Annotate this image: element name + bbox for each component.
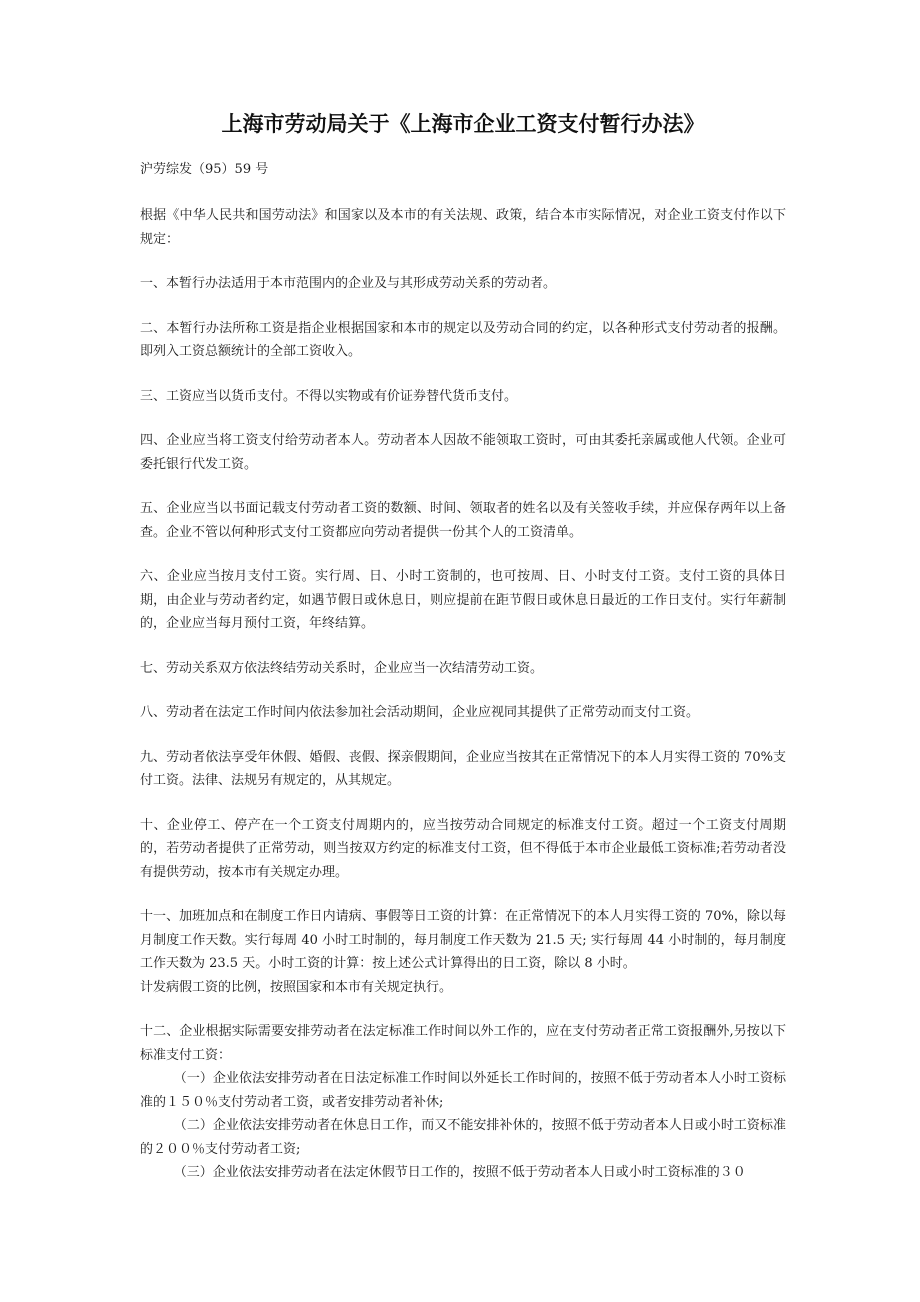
document-title: 上海市劳动局关于《上海市企业工资支付暂行办法》 bbox=[221, 112, 705, 136]
document-number: 沪劳综发（95）59 号 bbox=[140, 162, 269, 177]
article-1: 一、本暂行办法适用于本市范围内的企业及与其形成劳动关系的劳动者。 bbox=[140, 276, 557, 291]
article-7: 七、劳动关系双方依法终结劳动关系时，企业应当一次结清劳动工资。 bbox=[140, 660, 544, 676]
article-9: 九、劳动者依法享受年休假、婚假、丧假、探亲假期间，企业应当按其在正常情况下的本人月实得工资的 70%支付工资。法律、法规另有规定的，从其规定。 bbox=[140, 749, 786, 788]
article-8: 八、劳动者在法定工作时间内依法参加社会活动期间，企业应视同其提供了正常劳动而支付工资。 bbox=[140, 705, 700, 720]
article-12-item-2: （二）企业依法安排劳动者在休息日工作，而又不能安排补休的，按照不低于劳动者本人日或小时工资标准的２００％支付劳动者工资; bbox=[140, 1118, 786, 1157]
article-11: 十一、加班加点和在制度工作日内请病、事假等日工资的计算：在正常情况下的本人月实得工资的 70%，除以每月制度工作天数。实行每周 40 小时工时制的，每月制度工作天数为 21.5 天; 实行每周 44 小时制的，每月制度工作天数为 23.5 天。小时工资的计算：按上述公式计算得出的日工资，除以 8 小时。 bbox=[140, 909, 786, 971]
document-body bbox=[140, 204, 786, 1185]
article-12-item-1: （一）企业依法安排劳动者在日法定标准工作时间以外延长工作时间的，按照不低于劳动者本人小时工资标准的１５０％支付劳动者工资，或者安排劳动者补休; bbox=[140, 1071, 786, 1110]
article-2: 二、本暂行办法所称工资是指企业根据国家和本市的规定以及劳动合同的约定，以各种形式支付劳动者的报酬。即列入工资总额统计的全部工资收入。 bbox=[140, 320, 786, 359]
article-6: 六、企业应当按月支付工资。实行周、日、小时工资制的，也可按周、日、小时支付工资。支付工资的具体日期，由企业与劳动者约定，如遇节假日或休息日，则应提前在距节假日或休息日最近的工作日支付。实行年薪制的，企业应当每月预付工资，年终结算。 bbox=[140, 569, 786, 631]
preamble-paragraph: 根据《中华人民共和国劳动法》和国家以及本市的有关法规、政策，结合本市实际情况，对企业工资支付作以下规定： bbox=[140, 208, 786, 247]
article-3: 三、工资应当以货币支付。不得以实物或有价证券替代货币支付。 bbox=[140, 388, 518, 404]
article-4: 四、企业应当将工资支付给劳动者本人。劳动者本人因故不能领取工资时，可由其委托亲属或他人代领。企业可委托银行代发工资。 bbox=[140, 433, 786, 472]
article-5: 五、企业应当以书面记载支付劳动者工资的数额、时间、领取者的姓名以及有关签收手续，并应保存两年以上备查。企业不管以何种形式支付工资都应向劳动者提供一份其个人的工资清单。 bbox=[140, 501, 786, 540]
article-12: 十二、企业根据实际需要安排劳动者在法定标准工作时间以外工作的，应在支付劳动者正常工资报酬外,另按以下标准支付工资： bbox=[140, 1024, 786, 1063]
article-11-sick-leave-note: 计发病假工资的比例，按照国家和本市有关规定执行。 bbox=[140, 979, 453, 995]
article-10: 十、企业停工、停产在一个工资支付周期内的，应当按劳动合同规定的标准支付工资。超过一个工资支付周期的，若劳动者提供了正常劳动，则当按双方约定的标准支付工资，但不得低于本市企业最低工资标准;若劳动者没有提供劳动，按本市有关规定办理。 bbox=[140, 817, 786, 880]
article-12-item-3: （三）企业依法安排劳动者在法定休假节日工作的，按照不低于劳动者本人日或小时工资标准的３０ bbox=[173, 1165, 746, 1180]
